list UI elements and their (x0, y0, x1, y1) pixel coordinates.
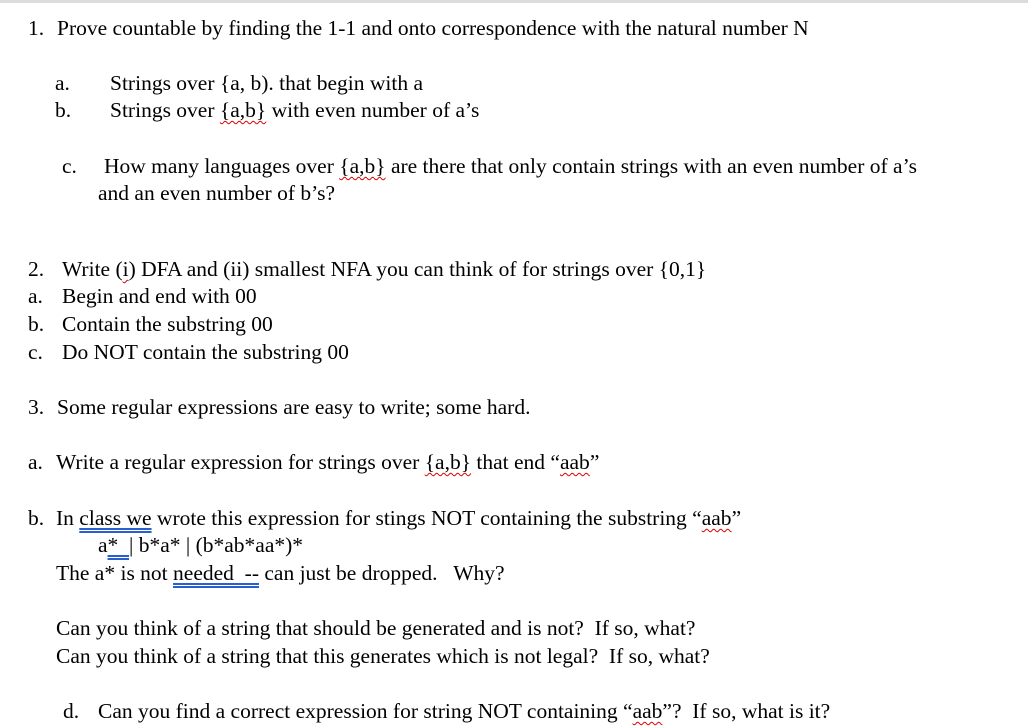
top-border (0, 0, 1028, 3)
q1b-text (110, 98, 479, 122)
q1-number: 1. (28, 16, 45, 40)
q3a-text (56, 450, 599, 474)
text: that end “ (471, 450, 560, 474)
text: ”? If so, what is it? (662, 699, 831, 723)
text: Strings over (110, 98, 220, 122)
text: Write a regular expression for strings over (56, 450, 425, 474)
q3b-text (56, 506, 741, 530)
text: can just be dropped. Why? (259, 561, 505, 585)
text: ) DFA and (ii) smallest NFA you can think of for strings over {0,1} (128, 257, 707, 281)
q3-illegal-question: Can you think of a string that this generates which is not legal? If so, what? (56, 644, 710, 668)
q1b-label: b. (55, 98, 72, 122)
text: ” (589, 450, 600, 474)
q3-text: Some regular expressions are easy to write; some hard. (57, 395, 531, 419)
q3d-text (98, 699, 830, 723)
text: The a* is not (56, 561, 174, 585)
q1c-label: c. (62, 154, 77, 178)
grammar-flag: * (107, 533, 130, 557)
text: ” (731, 506, 742, 530)
spell-error: aab (559, 450, 590, 474)
spell-error: {a,b} (219, 98, 267, 122)
q2b-text: Contain the substring 00 (62, 312, 273, 336)
text: Can you find a correct expression for string NOT containing “ (98, 699, 633, 723)
q2c-text: Do NOT contain the substring 00 (62, 340, 349, 364)
text: are there that only contain strings with an even number of a’s (385, 154, 917, 178)
q3d-label: d. (63, 699, 80, 723)
q3-number: 3. (28, 395, 45, 419)
q1a-text: Strings over {a, b). that begin with a (110, 71, 424, 95)
q2a-text: Begin and end with 00 (62, 284, 257, 308)
text: wrote this expression for stings NOT containing the substring “ (151, 506, 702, 530)
q1a-label: a. (55, 71, 70, 95)
q2a-label: a. (28, 284, 43, 308)
q3a-label: a. (28, 450, 43, 474)
q2c-label: c. (28, 340, 43, 364)
q1-text: Prove countable by finding the 1-1 and onto correspondence with the natural number N (57, 16, 809, 40)
spell-error: {a,b} (424, 450, 472, 474)
grammar-flag: class we (79, 506, 152, 530)
q2-number: 2. (28, 257, 45, 281)
spell-error: aab (701, 506, 732, 530)
q1c-text (104, 154, 917, 178)
text: Write ( (62, 257, 123, 281)
spell-error: i (122, 257, 129, 281)
q2b-label: b. (28, 312, 45, 336)
q3b-expression (98, 533, 303, 557)
spell-error: {a,b} (339, 154, 386, 178)
spell-error: aab (632, 699, 663, 723)
q3b-note (56, 561, 505, 585)
q3b-label: b. (28, 506, 45, 530)
q1c-line2: and an even number of b’s? (98, 181, 336, 205)
text: with even number of a’s (266, 98, 480, 122)
text: a (98, 533, 108, 557)
q3-generated-question: Can you think of a string that should be generated and is not? If so, what? (56, 616, 696, 640)
q2-text (62, 257, 706, 281)
text: | b*a* | (b*ab*aa*)* (129, 533, 304, 557)
grammar-flag: needed -- (173, 561, 259, 585)
text: In (56, 506, 80, 530)
text: How many languages over (104, 154, 340, 178)
